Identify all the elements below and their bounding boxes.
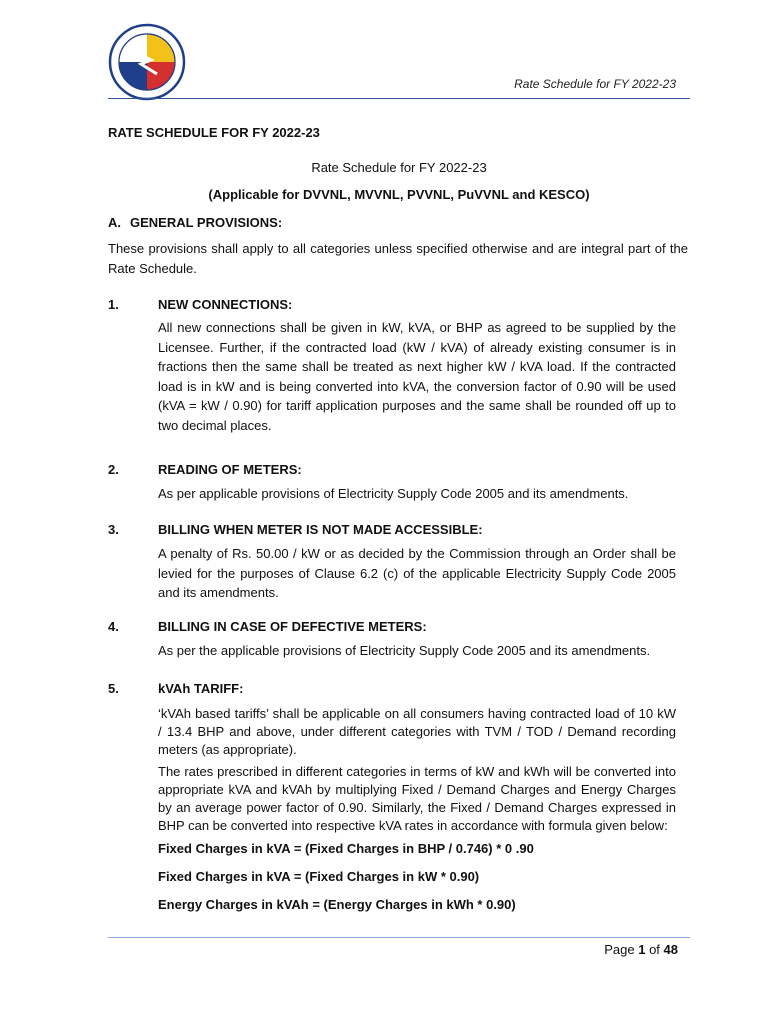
footer-divider xyxy=(108,937,690,938)
item-body-new-connections: All new connections shall be given in kW, kVA, or BHP as agreed to be supplied by the Licensee. Further, if the contracted load (kW / kVA) of already existing consumer is in fractions then the same shall be treated as next higher kW / kVA load. If the contracted load is in kW and is being converted into kVA, the conversion factor of 0.90 will be used (kVA = kW / 0.90) for tariff application purposes and the same shall be rounded off up to two decimal places. xyxy=(158,320,676,433)
header-divider xyxy=(108,98,690,99)
item-number: 4. xyxy=(108,619,119,634)
applicability-note: (Applicable for DVVNL, MVVNL, PVVNL, PuVVNL and KESCO) xyxy=(208,187,590,202)
document-heading: RATE SCHEDULE FOR FY 2022-23 xyxy=(108,125,320,140)
section-title: GENERAL PROVISIONS: xyxy=(130,215,283,230)
section-letter: A. xyxy=(108,215,121,230)
page-current: 1 xyxy=(638,942,646,957)
item-number: 1. xyxy=(108,297,119,312)
item-body-reading-of-meters: As per applicable provisions of Electricity Supply Code 2005 and its amendments. xyxy=(158,486,629,501)
item-heading-billing-not-accessible: BILLING WHEN METER IS NOT MADE ACCESSIBLE: xyxy=(158,522,483,537)
item-number: 5. xyxy=(108,681,119,696)
page-number xyxy=(604,942,678,957)
intro-paragraph: These provisions shall apply to all categories unless specified otherwise and are integral part of the Rate Schedule. xyxy=(108,241,688,276)
formula-kw-to-kva: Fixed Charges in kVA = (Fixed Charges in kW * 0.90) xyxy=(158,869,480,884)
item-body-kvah-tariff: ‘kVAh based tariffs’ shall be applicable on all consumers having contracted load of 10 kW / 13.4 BHP and above, under different categories with TVM / TOD / Demand recording meters (as appropriate). xyxy=(158,706,676,757)
item-heading-kvah-tariff: kVAh TARIFF: xyxy=(158,681,244,696)
item-body-kvah-conversion: The rates prescribed in different categories in terms of kW and kWh will be converted into appropriate kVA and kVAh by multiplying Fixed / Demand Charges and Energy Charges by an average power factor of 0.90. Similarly, the Fixed / Demand Charges expressed in BHP can be converted into respective kVA rates in accordance with formula given below: xyxy=(158,764,676,833)
page-total: 48 xyxy=(663,942,678,957)
item-number: 3. xyxy=(108,522,119,537)
formula-bhp-to-kva: Fixed Charges in kVA = (Fixed Charges in BHP / 0.746) * 0 .90 xyxy=(158,841,534,856)
item-heading-reading-of-meters: READING OF METERS: xyxy=(158,462,302,477)
commission-logo xyxy=(107,22,187,102)
item-heading-defective-meters: BILLING IN CASE OF DEFECTIVE METERS: xyxy=(158,619,427,634)
item-body-billing-not-accessible: A penalty of Rs. 50.00 / kW or as decided by the Commission through an Order shall be levied for the purposes of Clause 6.2 (c) of the applicable Electricity Supply Code 2005 and its amendments. xyxy=(158,546,676,600)
item-number: 2. xyxy=(108,462,119,477)
item-body-defective-meters: As per the applicable provisions of Electricity Supply Code 2005 and its amendments. xyxy=(158,643,651,658)
section-a-heading xyxy=(108,215,282,230)
formula-kwh-to-kvah: Energy Charges in kVAh = (Energy Charges in kWh * 0.90) xyxy=(158,897,516,912)
page-word: Page xyxy=(604,942,635,957)
running-header-title: Rate Schedule for FY 2022-23 xyxy=(514,77,676,91)
document-subtitle: Rate Schedule for FY 2022-23 xyxy=(311,160,487,175)
item-heading-new-connections: NEW CONNECTIONS: xyxy=(158,297,293,312)
page-of: of xyxy=(649,942,660,957)
